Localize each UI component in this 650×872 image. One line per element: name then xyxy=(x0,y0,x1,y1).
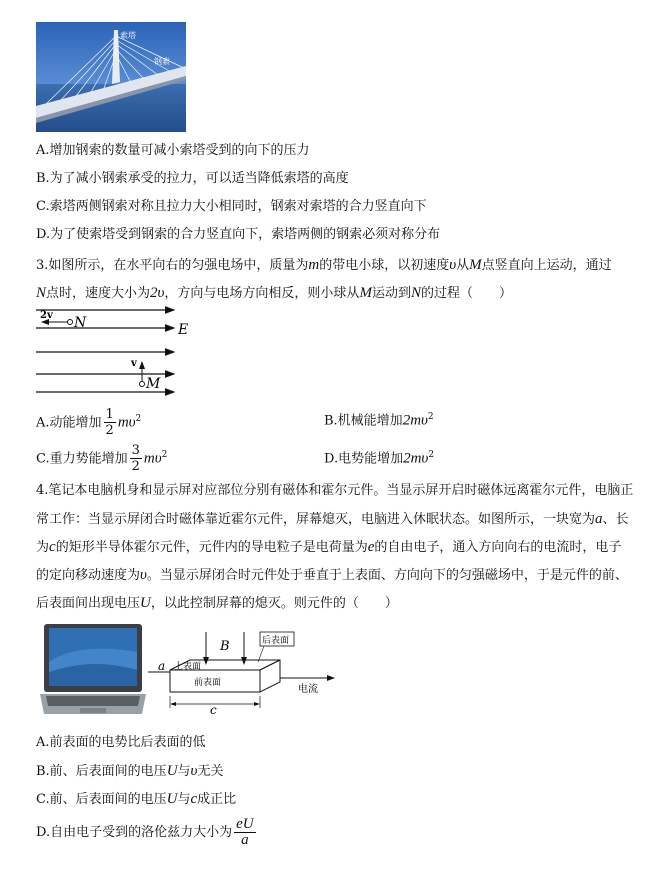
label-back-surface: 后表面 xyxy=(262,636,290,646)
q4-option-c: C.前、后表面间的电压U与c成正比 xyxy=(36,791,237,807)
bridge-image xyxy=(36,22,186,132)
q2-option-d: D.为了使索塔受到钢索的合力竖直向下，索塔两侧的钢索必须对称分布 xyxy=(36,227,441,242)
label-M: M xyxy=(146,376,161,392)
q4-option-b: B.前、后表面间的电压U与υ无关 xyxy=(36,763,224,779)
hall-element-figure xyxy=(148,628,348,718)
label-c: c xyxy=(210,703,217,717)
q3-option-b: B.机械能增加$2m\upsilon^2$ xyxy=(324,412,434,429)
q4-option-a: A.前表面的电势比后表面的低 xyxy=(36,735,206,750)
label-current: 电流 xyxy=(298,684,318,695)
label-v: v xyxy=(131,358,137,369)
q4-stem-line1: 4.笔记本电脑机身和显示屏对应部位分别有磁体和霍尔元件。当显示屏开启时磁体远离霍尔元件，电脑正 xyxy=(36,483,634,498)
q4-stem-line5: 后表面间出现电压U，以此控制屏幕的熄灭。则元件的（ ） xyxy=(36,595,398,611)
q4-stem-line4: 的定向移动速度为υ。当显示屏闭合时元件处于垂直于上表面、方向向下的匀强磁场中，于是元件的前、 xyxy=(36,567,628,583)
laptop-image xyxy=(38,622,148,720)
q3-option-d: D.电势能增加$2m\upsilon^2$ xyxy=(324,450,435,467)
label-top-surface: 上表面 xyxy=(174,662,202,672)
q2-option-a: A.增加钢索的数量可减小索塔受到的向下的压力 xyxy=(36,143,310,158)
cable-label: 钢索 xyxy=(154,57,170,66)
label-N: N xyxy=(74,315,87,331)
q4-option-d: D.自由电子受到的洛伦兹力大小为 $\frac{eU}{a}$ xyxy=(36,816,254,848)
electric-field-figure xyxy=(34,306,204,398)
q3-option-a: A.动能增加 $\frac{1}{2}$ $m\upsilon^2$ xyxy=(36,407,142,439)
q3-stem-line1: 3.如图所示，在水平向右的匀强电场中，质量为m的带电小球，以初速度υ从M点竖直向上运动，通过 xyxy=(36,257,612,273)
q4-stem-line3: 为c的矩形半导体霍尔元件，元件内的导电粒子是电荷量为e的自由电子，通入方向向右的电流时，电子 xyxy=(36,539,622,555)
label-2v: 2v xyxy=(40,310,53,321)
label-E: E xyxy=(178,322,189,338)
q2-option-b: B.为了减小钢索承受的拉力，可以适当降低索塔的高度 xyxy=(36,171,349,186)
q2-option-c: C.索塔两侧钢索对称且拉力大小相同时，钢索对索塔的合力竖直向下 xyxy=(36,199,427,214)
q4-stem-line2: 常工作：当显示屏闭合时磁体靠近霍尔元件，屏幕熄灭，电脑进入休眠状态。如图所示，一块宽为a、长 xyxy=(36,511,629,527)
label-a: a xyxy=(158,659,166,673)
q3-option-c: C.重力势能增加 $\frac{3}{2}$ $m\upsilon^2$ xyxy=(36,443,168,475)
q3-stem-line2: N点时，速度大小为2υ，方向与电场方向相反，则小球从M运动到N的过程（ ） xyxy=(36,285,512,301)
tower-label: 索塔 xyxy=(120,31,136,40)
label-B: B xyxy=(220,639,230,654)
label-front-surface: 前表面 xyxy=(194,678,222,688)
